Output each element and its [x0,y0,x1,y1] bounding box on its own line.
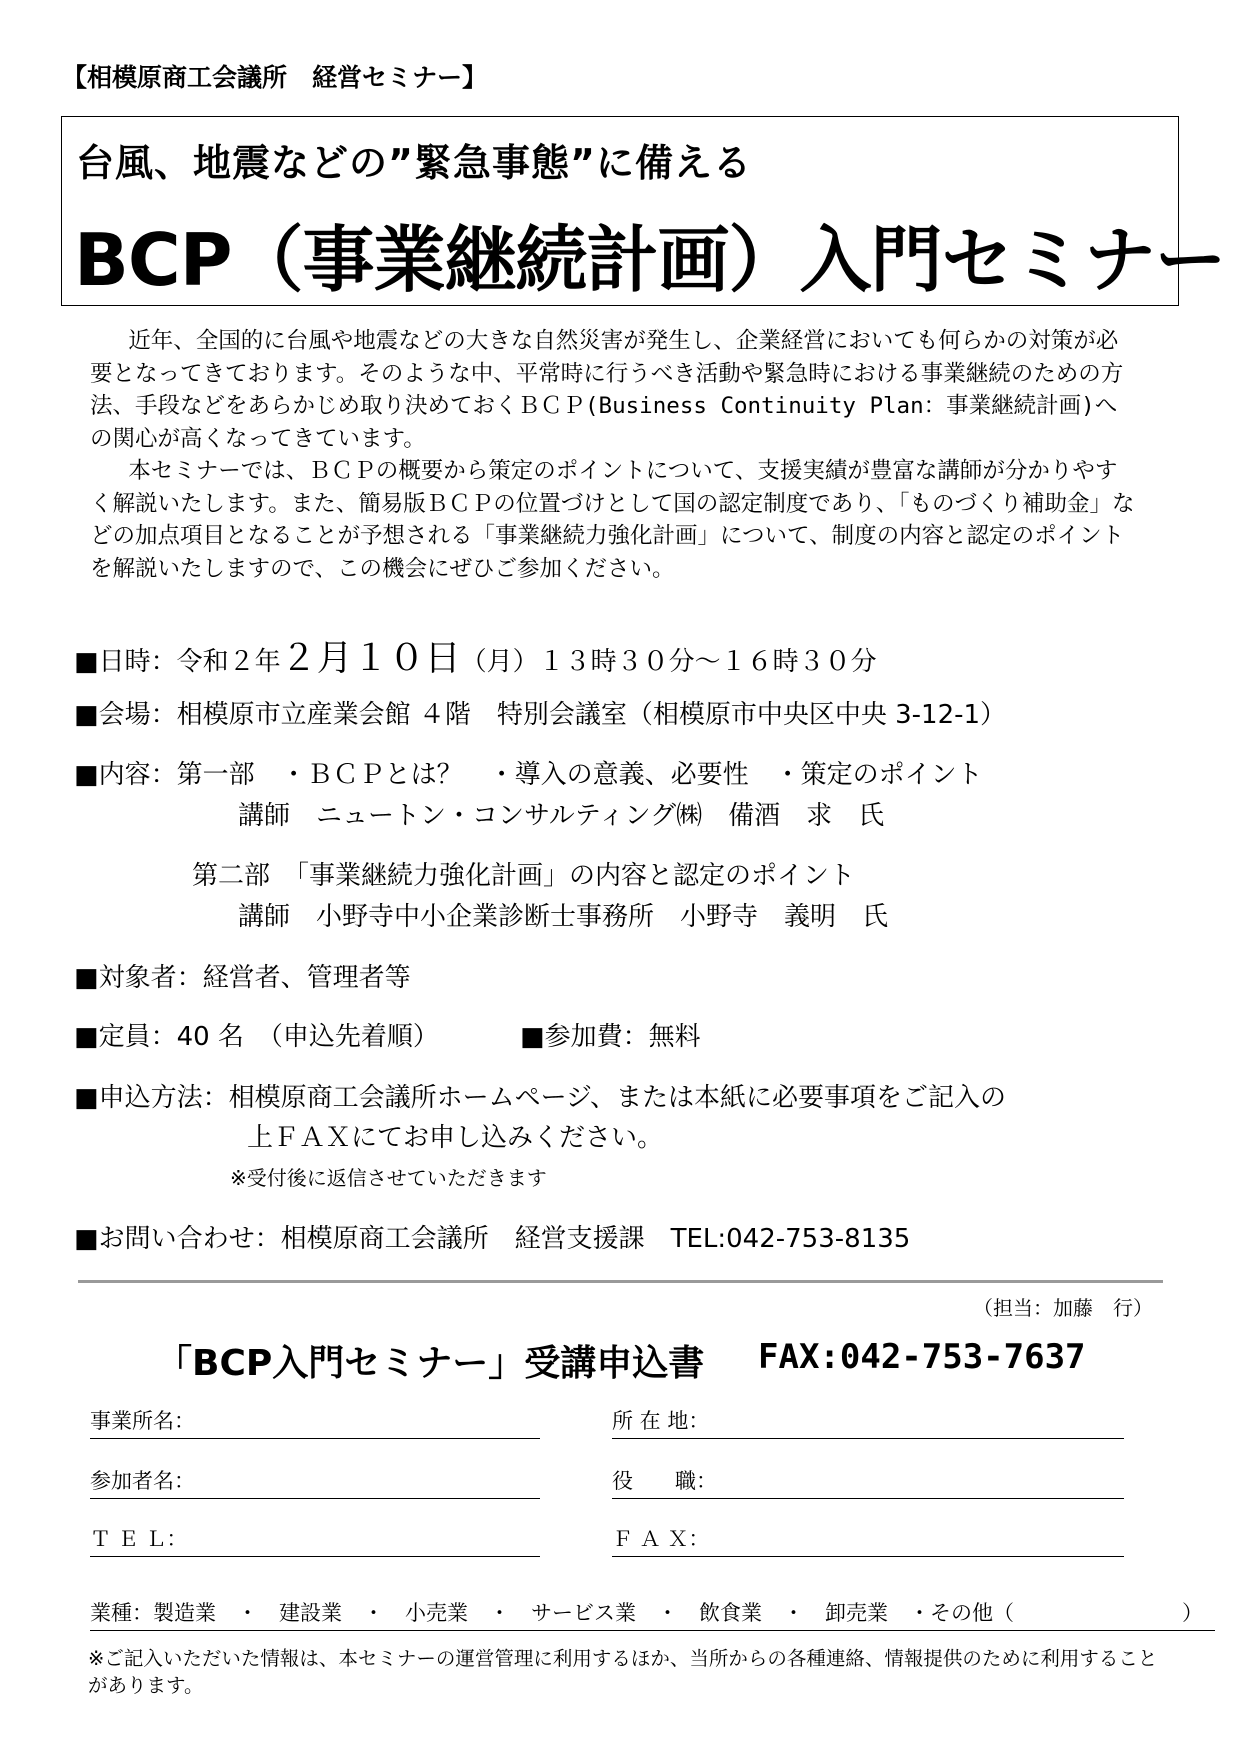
venue-label: ■会場： [74,700,177,730]
contact-label: ■お問い合わせ： [74,1224,281,1254]
target-text: 経営者、管理者等 [202,963,411,993]
apply-note: ※受付後に返信させていただきます [230,1166,547,1190]
company-label: 事業所名： [90,1409,195,1433]
industry-options: 業種：製造業 ・ 建設業 ・ 小売業 ・ サービス業 ・ 飲食業 ・ 卸売業 ・その他（ ） [90,1601,1203,1625]
tel-label: Ｔ Ｅ Ｌ： [90,1527,188,1551]
fax-label: Ｆ Ａ Ｘ： [612,1527,710,1551]
venue-text: 相模原市立産業会館 ４階 特別会議室（相模原市中央区中央 3-12-1） [176,700,1007,730]
apply-row [74,1077,1006,1114]
position-field[interactable] [612,1464,1124,1499]
apply-text-1: 相模原商工会議所ホームページ、または本紙に必要事項をご記入の [228,1083,1006,1113]
fax-field[interactable] [612,1522,1124,1557]
address-label: 所 在 地： [612,1409,710,1433]
date-time: （月）１３時３０分～１６時３０分 [460,647,877,677]
target-label: ■対象者： [74,963,203,993]
capacity-label: ■定員： [74,1022,177,1052]
intro-paragraph-2: 本セミナーでは、ＢＣＰの概要から策定のポイントについて、支援実績が豊富な講師が分かりやすく解説いたします。また、簡易版ＢＣＰの位置づけとして国の認定制度であり、「ものづくり補助金」などの加点項目となることが予想される「事業継続力強化計画」について、制度の内容と認定のポイントを解説いたしますので、この機会にぜひご参加ください。 [90,458,1135,582]
part2-text: 第二部 「事業継続力強化計画」の内容と認定のポイント [192,861,856,891]
form-fax-number: FAX:042-753-7637 [758,1337,1086,1377]
intro-paragraph-1: 近年、全国的に台風や地震などの大きな自然災害が発生し、企業経営においても何らかの対策が必要となってきております。そのような中、平常時に行うべき活動や緊急時における事業継続のための方法、手段などをあらかじめ取り決めておくＢＣＰ(Business Continuity Plan：事業継続計画)への関心が高くなってきています。 [90,328,1124,452]
privacy-note: ※ご記入いただいた情報は、本セミナーの運営管理に利用するほか、当所からの各種連絡、情報提供のために利用することがあります。 [88,1647,1158,1697]
intro-text [90,325,1135,585]
fee-text: 無料 [648,1022,701,1052]
part1-text: 第一部 ・ＢＣＰとは？ ・導入の意義、必要性 ・策定のポイント [176,760,983,790]
section-divider [78,1280,1163,1283]
part1-lecturer: 講師 ニュートン・コンサルティング㈱ 備酒 求 氏 [238,801,885,831]
tel-field[interactable] [90,1522,540,1557]
content-row [74,754,983,791]
venue-row [74,694,1006,731]
fee-row [520,1016,701,1053]
date-day: ２月１０日 [280,638,461,679]
form-title: 「BCP入門セミナー」受講申込書 [156,1343,705,1384]
apply-text-2: 上ＦＡＸにてお申し込みください。 [247,1123,664,1153]
seminar-title: BCP（事業継続計画）入門セミナー [74,218,1226,302]
organizer-label: 【相模原商工会議所 経営セミナー】 [62,63,488,92]
target-row [74,957,411,994]
position-label: 役 職： [612,1469,717,1493]
contact-row [74,1218,910,1255]
date-label: ■日時： [74,647,177,677]
apply-label: ■申込方法： [74,1083,229,1113]
participant-label: 参加者名： [90,1469,195,1493]
date-era: 令和２年 [176,647,281,677]
contact-text: 相模原商工会議所 経営支援課 TEL:042-753-8135 [280,1224,911,1254]
company-field[interactable] [90,1404,540,1439]
industry-field[interactable] [90,1596,1215,1631]
part2-lecturer: 講師 小野寺中小企業診断士事務所 小野寺 義明 氏 [238,902,889,932]
staff-label: （担当：加藤 行） [973,1296,1153,1320]
content-label: ■内容： [74,760,177,790]
seminar-subtitle: 台風、地震などの”緊急事態”に備える [76,141,752,185]
date-row [74,630,877,681]
address-field[interactable] [612,1404,1124,1439]
capacity-text: 40 名 （申込先着順） [176,1022,439,1052]
participant-field[interactable] [90,1464,540,1499]
capacity-row [74,1016,439,1053]
fee-label: ■参加費： [520,1022,649,1052]
